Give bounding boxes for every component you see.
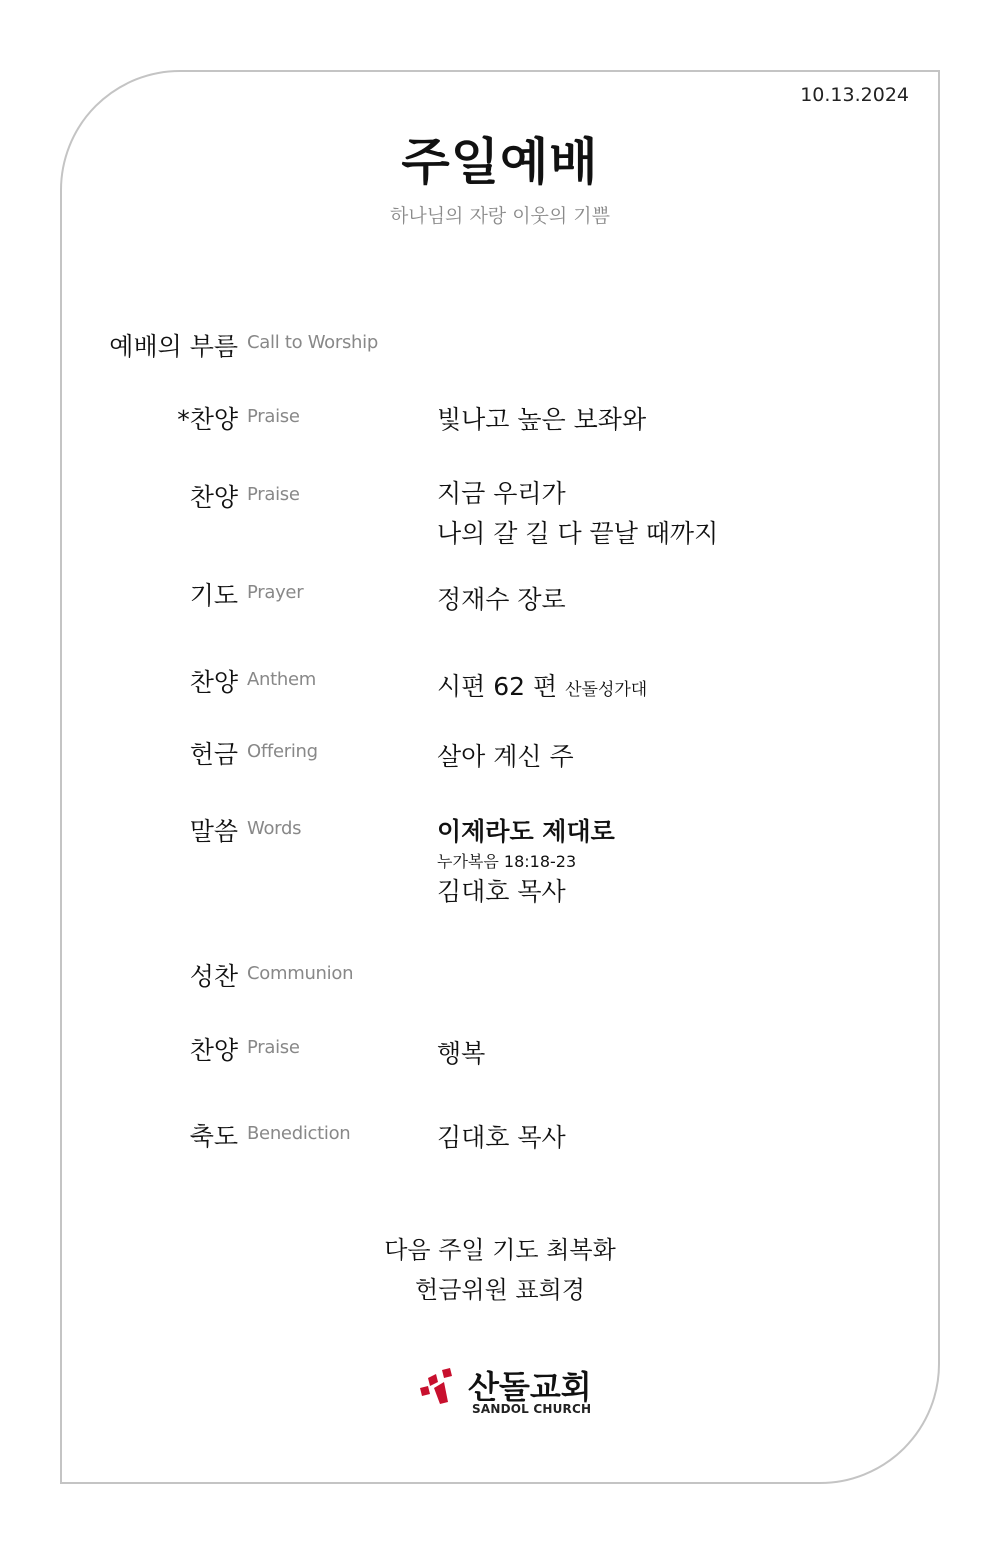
church-name-english: SANDOL CHURCH xyxy=(472,1402,592,1416)
order-label: 축도 xyxy=(189,1122,238,1151)
anthem-choir: 산돌성가대 xyxy=(565,680,648,700)
church-logo xyxy=(418,1362,598,1422)
order-label: 찬양 xyxy=(189,668,238,697)
order-eng-label: Words xyxy=(247,818,302,839)
order-label: 말씀 xyxy=(189,817,238,846)
sandol-logo-icon xyxy=(418,1366,458,1406)
sermon-title: 이제라도 제대로 xyxy=(437,817,615,846)
order-label: 예배의 부름 xyxy=(109,332,238,361)
order-eng-label: Prayer xyxy=(247,582,304,603)
order-value: 빛나고 높은 보좌와 xyxy=(437,405,647,434)
preacher: 김대호 목사 xyxy=(437,877,566,906)
order-label: 기도 xyxy=(189,581,238,610)
order-label: *찬양 xyxy=(177,405,238,434)
page-subtitle: 하나님의 자랑 이웃의 기쁨 xyxy=(389,205,610,227)
order-label: 찬양 xyxy=(189,483,238,512)
scripture-reference: 누가복음 18:18-23 xyxy=(437,852,577,871)
order-value: 정재수 장로 xyxy=(437,585,566,614)
church-name-korean: 산돌교회 xyxy=(468,1368,592,1406)
order-value xyxy=(437,667,647,703)
order-value: 김대호 목사 xyxy=(437,1123,566,1152)
order-eng-label: Communion xyxy=(247,963,354,984)
order-value-2: 나의 갈 길 다 끝날 때까지 xyxy=(437,519,719,548)
order-value: 행복 xyxy=(437,1039,486,1068)
order-eng-label: Call to Worship xyxy=(247,332,378,353)
next-week-prayer: 다음 주일 기도 최복화 xyxy=(384,1236,616,1264)
order-eng-label: Anthem xyxy=(247,669,316,690)
offering-committee: 헌금위원 표희경 xyxy=(415,1276,585,1304)
order-label: 헌금 xyxy=(189,740,238,769)
order-eng-label: Praise xyxy=(247,1037,300,1058)
order-label: 찬양 xyxy=(189,1036,238,1065)
service-date: 10.13.2024 xyxy=(800,84,909,106)
order-value: 살아 계신 주 xyxy=(437,742,574,771)
page-title: 주일예배 xyxy=(401,133,599,191)
order-value: 지금 우리가 xyxy=(437,479,566,508)
anthem-title: 시편 62 편 xyxy=(437,672,558,701)
order-eng-label: Offering xyxy=(247,741,318,762)
order-eng-label: Praise xyxy=(247,484,300,505)
order-eng-label: Benediction xyxy=(247,1123,351,1144)
order-label: 성찬 xyxy=(189,962,238,991)
order-eng-label: Praise xyxy=(247,406,300,427)
